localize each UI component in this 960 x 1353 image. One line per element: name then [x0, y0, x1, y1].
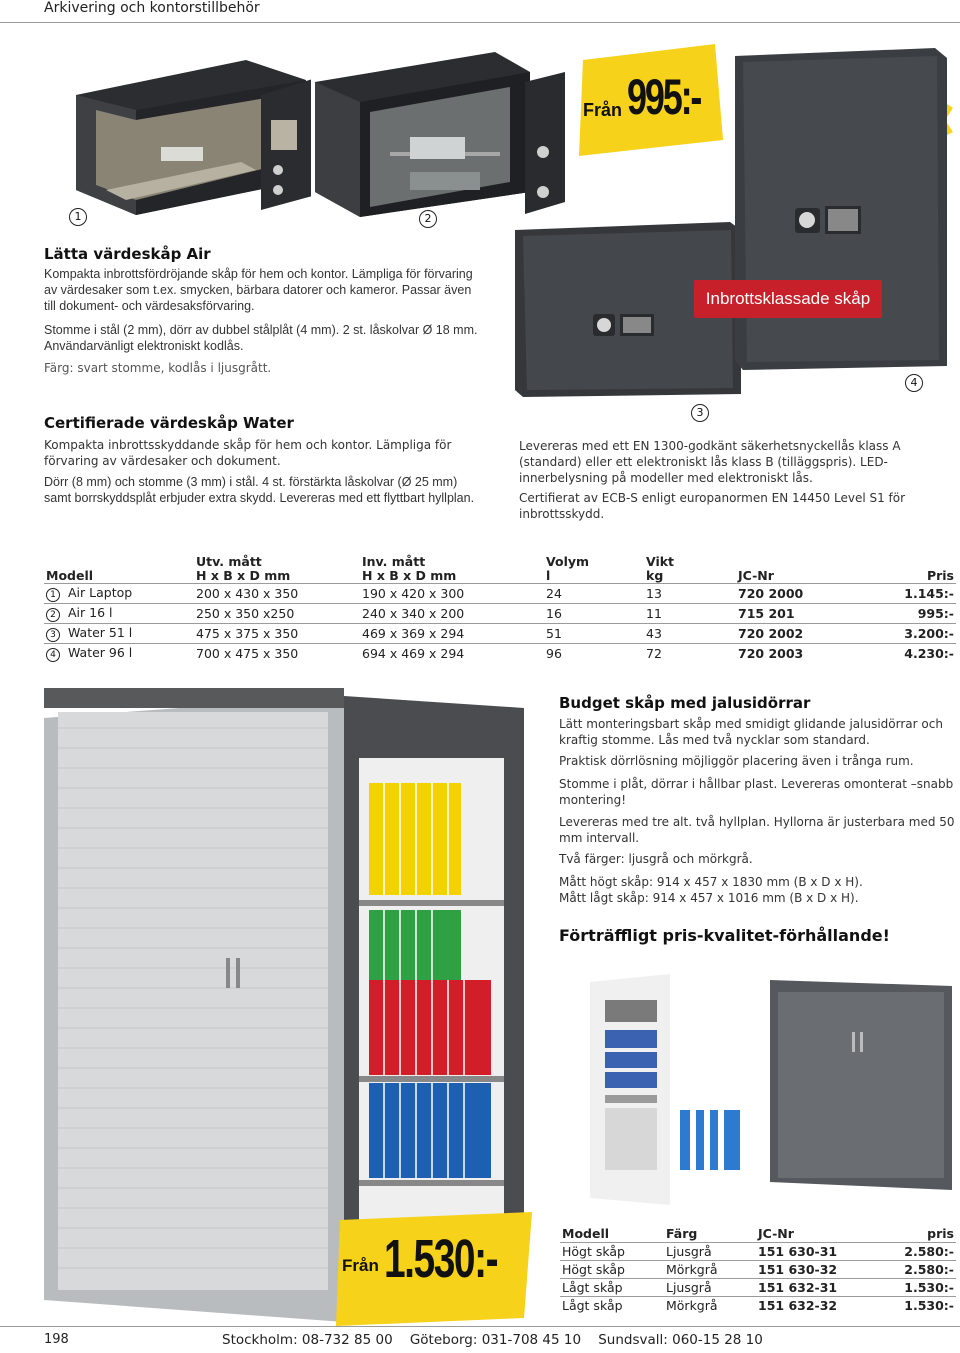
- col-volym: l: [546, 568, 551, 583]
- air-16-safe-image: [300, 42, 565, 217]
- row-jc: 715 201: [736, 604, 856, 624]
- row-pris: 995:-: [856, 604, 956, 624]
- row-jc: 720 2003: [736, 644, 856, 664]
- table-row: Högt skåp Mörkgrå 151 630-32 2.580:-: [562, 1262, 954, 1277]
- page-header: [0, 0, 960, 26]
- footer-contacts: Stockholm: 08-732 85 00 Göteborg: 031-708 45 10 Sundsvall: 060-15 28 10: [222, 1332, 763, 1348]
- row-marker: 2: [46, 608, 60, 622]
- marker-1: 1: [69, 208, 87, 226]
- safes-table: [44, 555, 956, 663]
- header-rule: [0, 22, 960, 23]
- row-kg: 11: [644, 604, 736, 624]
- low-tambour-cabinet-image: [590, 970, 952, 1205]
- price-bottom-value: 1.530:-: [384, 1229, 498, 1289]
- price-bottom-prefix: Från: [342, 1256, 379, 1275]
- budget-description-2: Praktisk dörrlösning möjliggör placering även i trånga rum.: [559, 754, 914, 768]
- col-pris: Pris: [926, 568, 954, 583]
- row-pris: 3.200:-: [856, 624, 956, 644]
- inbrott-label: Inbrottsklassade skåp: [705, 289, 871, 308]
- header-utv: Utv. mått: [196, 554, 262, 569]
- col-inv-dims: H x B x D mm: [362, 568, 457, 583]
- tambour-table-header: [560, 1226, 956, 1243]
- price-top-prefix: Från: [583, 100, 623, 120]
- row-pris: 1.145:-: [856, 584, 956, 604]
- row-model: Water 51 l: [68, 625, 133, 640]
- page-number: 198: [44, 1332, 69, 1347]
- budget-slogan: Förträffligt pris-kvalitet-förhållande!: [559, 926, 890, 945]
- budget-description-5: Två färger: ljusgrå och mörkgrå.: [559, 852, 753, 866]
- water-description-2: Dörr (8 mm) och stomme (3 mm) i stål. 4 st. förstärkta låskolvar (Ø 25 mm) samt borrskyddsplåt erbjuder extra skydd. Levereras med ett flyttbart hyllplan.: [44, 475, 475, 505]
- table-row: [44, 644, 956, 664]
- row-kg: 13: [644, 584, 736, 604]
- water-title: Certifierade värdeskåp Water: [44, 414, 294, 432]
- col-farg: Färg: [666, 1226, 698, 1241]
- row-marker: 3: [46, 628, 60, 642]
- row-marker: 1: [46, 588, 60, 602]
- row-inv: 240 x 340 x 200: [360, 604, 544, 624]
- safes-table-header: [44, 569, 956, 584]
- budget-description-7: Mått lågt skåp: 914 x 457 x 1016 mm (B x D x H).: [559, 891, 859, 905]
- water-96-safe-image: [665, 40, 950, 370]
- col-vikt: kg: [646, 568, 664, 583]
- col-jcnr: JC-Nr: [758, 1226, 794, 1241]
- budget-description-6: Mått högt skåp: 914 x 457 x 1830 mm (B x D x H).: [559, 875, 863, 889]
- table-row: Högt skåp Ljusgrå 151 630-31 2.580:-: [562, 1244, 954, 1259]
- water-description-4: Certifierat av ECB-S enligt europanormen EN 14450 Level S1 för inbrottsskydd.: [519, 491, 906, 521]
- row-pris: 4.230:-: [856, 644, 956, 664]
- inbrott-label-box: [694, 280, 882, 318]
- table-row: [44, 624, 956, 644]
- table-row: [44, 584, 956, 604]
- water-description-3: Levereras med ett EN 1300-godkänt säkerhetsnyckellås klass A (standard) eller ett elektroniskt lås klass B (tilläggspris). LED-innerbelysning på modeller med elektroniskt lås.: [519, 439, 901, 485]
- row-utv: 700 x 475 x 350: [194, 644, 360, 664]
- row-jc: 720 2000: [736, 584, 856, 604]
- row-model: Water 96 l: [68, 645, 133, 660]
- row-vol: 96: [544, 644, 644, 664]
- row-utv: 250 x 350 x250: [194, 604, 360, 624]
- row-utv: 475 x 375 x 350: [194, 624, 360, 644]
- air-title: Lätta värdeskåp Air: [44, 245, 211, 263]
- header-title: Arkivering och kontorstillbehör: [44, 0, 260, 16]
- row-inv: 190 x 420 x 300: [360, 584, 544, 604]
- air-description-1: Kompakta inbrottsfördröjande skåp för hem och kontor. Lämpliga för förvaring av värdesaker som t.ex. smycken, bärbara datorer och kameror. Passar även till dokument- och värdesaksförvaring.: [44, 267, 473, 313]
- row-kg: 72: [644, 644, 736, 664]
- table-row: Lågt skåp Ljusgrå 151 632-31 1.530:-: [562, 1280, 954, 1295]
- row-vol: 24: [544, 584, 644, 604]
- air-color-text: Färg: svart stomme, kodlås i ljusgrått.: [44, 361, 272, 375]
- water-description-1: Kompakta inbrottsskyddande skåp för hem och kontor. Lämpliga för förvaring av värdesaker och dokument.: [44, 438, 452, 468]
- row-model: Air Laptop: [68, 585, 133, 600]
- tambour-table: [560, 1226, 956, 1315]
- row-marker: 4: [46, 648, 60, 662]
- col-modell: Modell: [562, 1226, 610, 1241]
- marker-4: 4: [905, 374, 923, 392]
- air-laptop-safe-image: [66, 50, 311, 215]
- marker-2: 2: [419, 210, 437, 228]
- page-footer: [0, 1322, 960, 1353]
- safes-table-header-top: [44, 555, 956, 569]
- table-row: [44, 604, 956, 624]
- col-pris: pris: [927, 1226, 954, 1241]
- footer-rule: [0, 1326, 960, 1327]
- row-inv: 469 x 369 x 294: [360, 624, 544, 644]
- budget-title: Budget skåp med jalusidörrar: [559, 694, 811, 712]
- row-utv: 200 x 430 x 350: [194, 584, 360, 604]
- air-description-2: Stomme i stål (2 mm), dörr av dubbel stålplåt (4 mm). 2 st. låskolvar Ø 18 mm. Användarvänligt elektroniskt kodlås.: [44, 323, 478, 353]
- col-jcnr: JC-Nr: [738, 568, 774, 583]
- table-row: Lågt skåp Mörkgrå 151 632-32 1.530:-: [562, 1298, 954, 1314]
- header-volym: Volym: [546, 554, 590, 569]
- price-top-value: 995:-: [627, 69, 701, 125]
- budget-description-4: Levereras med tre alt. två hyllplan. Hyllorna är justerbara med 50 mm intervall.: [559, 815, 955, 845]
- col-modell: Modell: [46, 568, 94, 583]
- marker-3: 3: [691, 404, 709, 422]
- row-model: Air 16 l: [68, 605, 113, 620]
- col-utv-dims: H x B x D mm: [196, 568, 291, 583]
- budget-description-3: Stomme i plåt, dörrar i hållbar plast. Levereras omonterat –snabb montering!: [559, 777, 954, 807]
- header-inv: Inv. mått: [362, 554, 426, 569]
- budget-description-1: Lätt monteringsbart skåp med smidigt glidande jalusidörrar och kraftig stomme. Lås med två nycklar som standard.: [559, 717, 943, 747]
- price-badge-bottom: [332, 1208, 537, 1328]
- row-kg: 43: [644, 624, 736, 644]
- row-jc: 720 2002: [736, 624, 856, 644]
- row-vol: 51: [544, 624, 644, 644]
- row-vol: 16: [544, 604, 644, 624]
- row-inv: 694 x 469 x 294: [360, 644, 544, 664]
- header-vikt: Vikt: [646, 554, 675, 569]
